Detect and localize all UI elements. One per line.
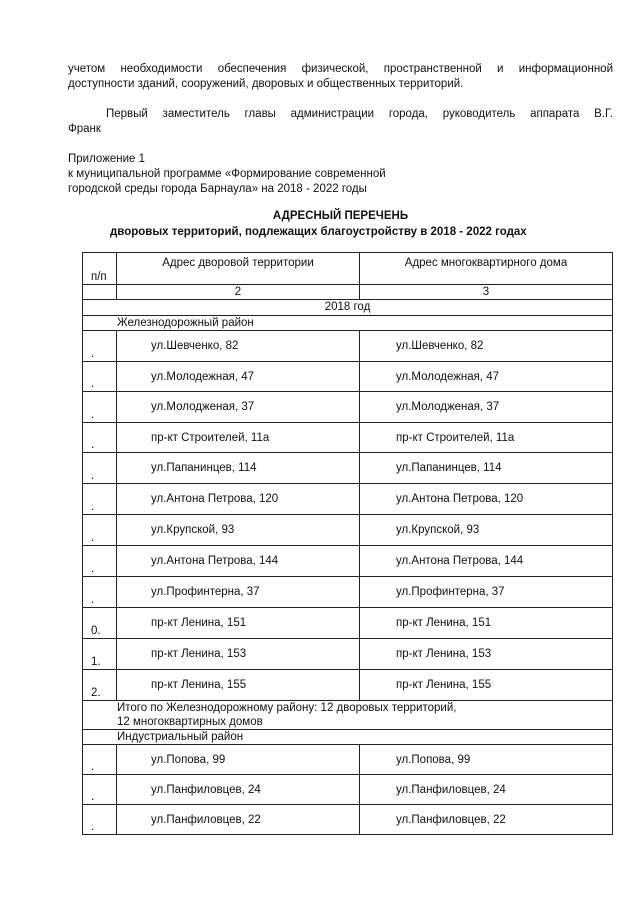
row-number: . xyxy=(83,484,117,515)
heading-title: АДРЕСНЫЙ ПЕРЕЧЕНЬ xyxy=(272,210,409,222)
address-table-body xyxy=(83,253,613,835)
district-label-2-row xyxy=(83,730,613,745)
row-number: . xyxy=(83,775,117,805)
table-row xyxy=(83,577,613,608)
yard-address: ул.Антона Петрова, 120 xyxy=(117,484,360,515)
row-number: 2. xyxy=(83,670,117,701)
yard-address: ул.Папанинцев, 114 xyxy=(117,453,360,484)
row-number: . xyxy=(83,362,117,392)
table-row xyxy=(83,453,613,484)
district-total-1-row xyxy=(83,701,613,730)
yard-address: ул.Панфиловцев, 24 xyxy=(117,775,360,805)
yard-address: ул.Попова, 99 xyxy=(117,745,360,775)
table-row xyxy=(83,515,613,546)
table-row xyxy=(83,331,613,362)
district-total-1 xyxy=(83,701,613,730)
table-row xyxy=(83,423,613,453)
table-row xyxy=(83,392,613,423)
intro-line-1: учетом необходимости обеспечения физической, пространственной и информационной xyxy=(68,63,613,75)
house-address: ул.Молодежная, 47 xyxy=(360,362,613,392)
house-address: ул.Шевченко, 82 xyxy=(360,331,613,362)
header-num: п/п xyxy=(83,253,117,285)
appendix-line-3: городской среды города Барнаула» на 2018 - 2022 годы xyxy=(68,183,367,195)
district-row xyxy=(83,316,613,331)
house-address: пр-кт Строителей, 11а xyxy=(360,423,613,453)
colnum-1 xyxy=(83,285,117,300)
row-number: . xyxy=(83,546,117,577)
yard-address: ул.Крупской, 93 xyxy=(117,515,360,546)
row-number: 1. xyxy=(83,639,117,670)
table-row xyxy=(83,639,613,670)
row-number: . xyxy=(83,423,117,453)
table-row xyxy=(83,546,613,577)
district-label-2 xyxy=(83,730,613,745)
yard-address: ул.Профинтерна, 37 xyxy=(117,577,360,608)
colnum-3: 3 xyxy=(360,285,613,300)
appendix-line-2: к муниципальной программе «Формирование современной xyxy=(68,168,386,180)
table-row xyxy=(83,362,613,392)
yard-address: пр-кт Строителей, 11а xyxy=(117,423,360,453)
house-address: ул.Крупской, 93 xyxy=(360,515,613,546)
house-address: пр-кт Ленина, 153 xyxy=(360,639,613,670)
row-number: 0. xyxy=(83,608,117,639)
signature-line-2: Франк xyxy=(68,123,101,135)
yard-address: пр-кт Ленина, 153 xyxy=(117,639,360,670)
table-row xyxy=(83,670,613,701)
row-number: . xyxy=(83,745,117,775)
column-number-row xyxy=(83,285,613,300)
yard-address: ул.Молодженая, 37 xyxy=(117,392,360,423)
yard-address: пр-кт Ленина, 155 xyxy=(117,670,360,701)
house-address: ул.Папанинцев, 114 xyxy=(360,453,613,484)
house-address: ул.Молодженая, 37 xyxy=(360,392,613,423)
yard-address: ул.Панфиловцев, 22 xyxy=(117,805,360,835)
year-label: 2018 год xyxy=(83,300,613,316)
row-number: . xyxy=(83,392,117,423)
row-number: . xyxy=(83,805,117,835)
table-row xyxy=(83,805,613,835)
yard-address: пр-кт Ленина, 151 xyxy=(117,608,360,639)
district-label-2-line: Индустриальный район xyxy=(117,731,244,743)
house-address: пр-кт Ленина, 155 xyxy=(360,670,613,701)
table-row xyxy=(83,745,613,775)
house-address: ул.Панфиловцев, 22 xyxy=(360,805,613,835)
table-row xyxy=(83,608,613,639)
appendix-line-1: Приложение 1 xyxy=(68,153,146,165)
row-number: . xyxy=(83,577,117,608)
house-address: пр-кт Ленина, 151 xyxy=(360,608,613,639)
table-row xyxy=(83,484,613,515)
yard-address: ул.Антона Петрова, 144 xyxy=(117,546,360,577)
yard-address: ул.Молодежная, 47 xyxy=(117,362,360,392)
intro-line-2: доступности зданий, сооружений, дворовых и общественных территорий. xyxy=(68,78,464,90)
district-total-1-line: 12 многоквартирных домов xyxy=(117,716,263,728)
year-row xyxy=(83,300,613,316)
row-number: . xyxy=(83,515,117,546)
table-row xyxy=(83,775,613,805)
house-address: ул.Профинтерна, 37 xyxy=(360,577,613,608)
heading-subtitle: дворовых территорий, подлежащих благоустройству в 2018 - 2022 годах xyxy=(110,226,527,238)
row-number: . xyxy=(83,331,117,362)
row-number: . xyxy=(83,453,117,484)
header-yard: Адрес дворовой территории xyxy=(117,253,360,285)
house-address: ул.Попова, 99 xyxy=(360,745,613,775)
house-address: ул.Антона Петрова, 120 xyxy=(360,484,613,515)
house-address: ул.Антона Петрова, 144 xyxy=(360,546,613,577)
district-label-1: Железнодорожный район xyxy=(83,316,613,331)
district-total-1-line: Итого по Железнодорожному району: 12 дворовых территорий, xyxy=(117,702,457,714)
header-house: Адрес многоквартирного дома xyxy=(360,253,613,285)
header-row xyxy=(83,253,613,285)
address-table xyxy=(82,252,613,835)
yard-address: ул.Шевченко, 82 xyxy=(117,331,360,362)
house-address: ул.Панфиловцев, 24 xyxy=(360,775,613,805)
signature-line-1: Первый заместитель главы администрации города, руководитель аппарата В.Г. xyxy=(106,108,613,120)
colnum-2: 2 xyxy=(117,285,360,300)
